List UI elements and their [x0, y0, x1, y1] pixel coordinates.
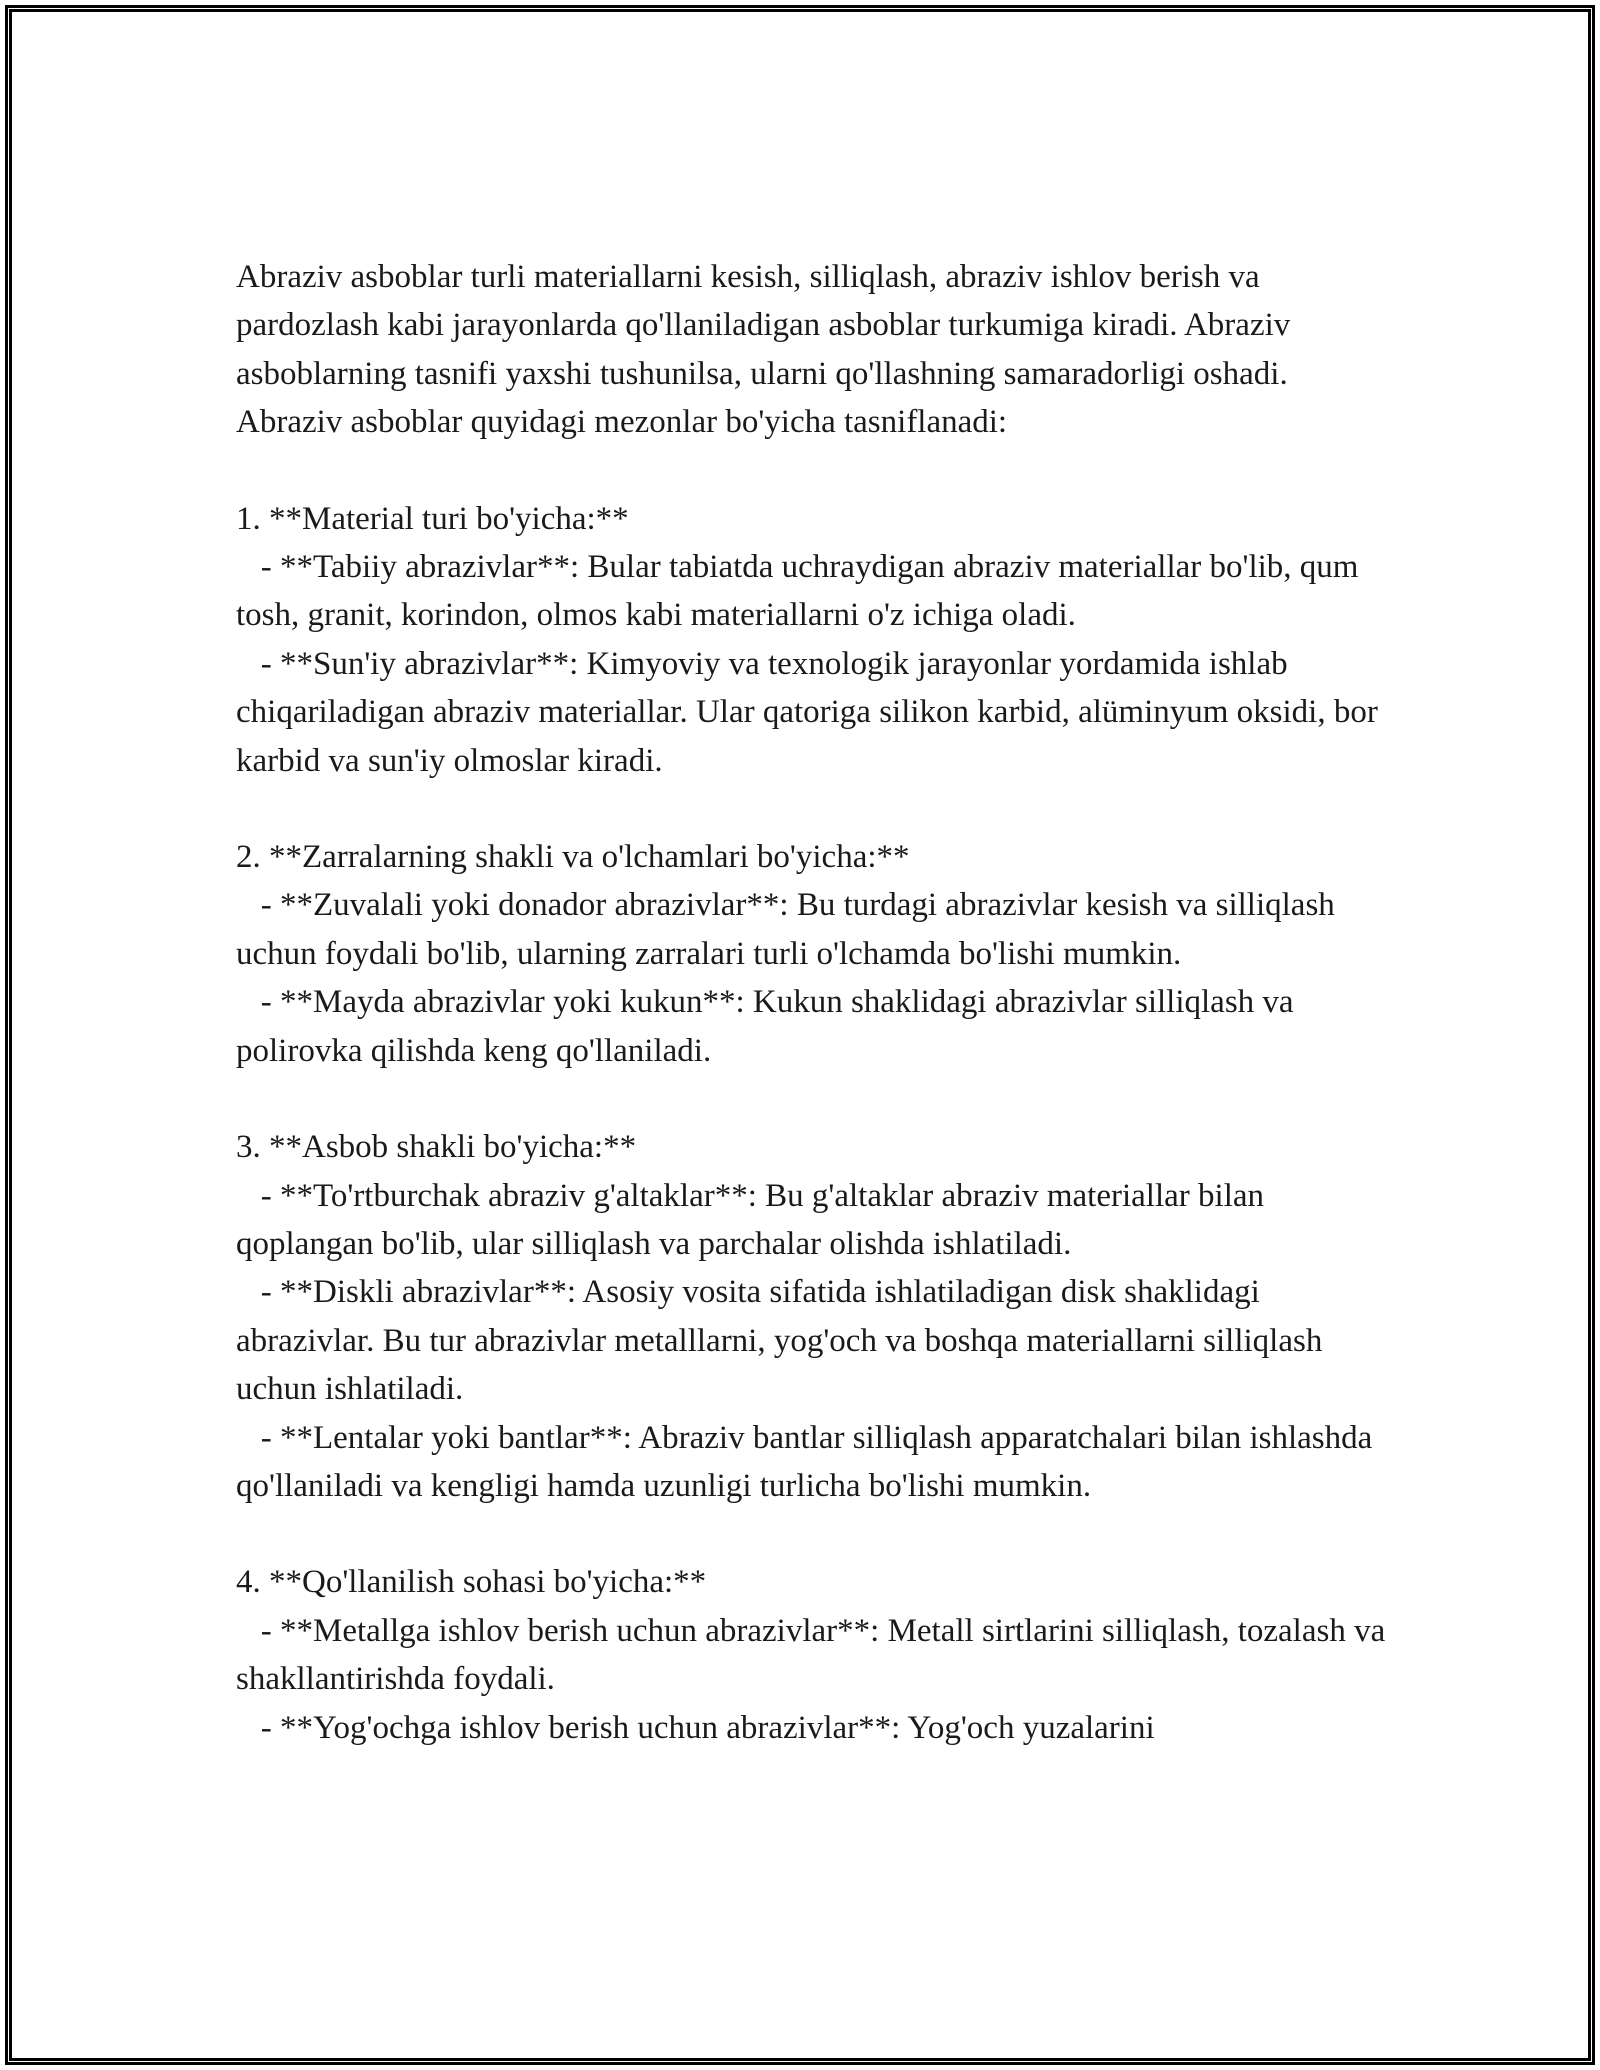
list-item: - **Mayda abrazivlar yoki kukun**: Kukun shaklidagi abrazivlar silliqlash va polirovka qilishda keng qo'llaniladi.: [236, 984, 1294, 1069]
section-heading: 4. **Qo'llanilish sohasi bo'yicha:**: [236, 1564, 707, 1601]
list-item: - **Sun'iy abrazivlar**: Kimyoviy va texnologik jarayonlar yordamida ishlab chiqariladigan abraziv materiallar. Ular qatoriga silikon karbid, alüminyum oksidi, bor karbid va sun'iy olmoslar kiradi.: [236, 645, 1378, 779]
section-heading: 3. **Asbob shakli bo'yicha:**: [236, 1129, 637, 1166]
paragraph-gap: [236, 785, 1396, 833]
section-heading: 2. **Zarralarning shakli va o'lchamlari bo'yicha:**: [236, 839, 910, 876]
paragraph-gap: [236, 1510, 1396, 1558]
list-item: - **Tabiiy abrazivlar**: Bular tabiatda uchraydigan abraziv materiallar bo'lib, qum tosh, granit, korindon, olmos kabi materiallarni o'z ichiga oladi.: [236, 549, 1359, 634]
paragraph-gap: [236, 447, 1396, 495]
list-item: - **Metallga ishlov berish uchun abrazivlar**: Metall sirtlarini silliqlash, tozalash va shakllantirishda foydali.: [236, 1612, 1386, 1698]
list-item: - **Diskli abrazivlar**: Asosiy vosita sifatida ishlatiladigan disk shaklidagi abrazivlar. Bu tur abrazivlar metalllarni, yog'och va boshqa materiallarni silliqlash uchun ishlatiladi.: [236, 1274, 1323, 1408]
list-item: - **To'rtburchak abraziv g'altaklar**: Bu g'altaklar abraziv materiallar bilan qoplangan bo'lib, ular silliqlash va parchalar olishda ishlatiladi.: [236, 1177, 1265, 1262]
list-item: - **Yog'ochga ishlov berish uchun abrazivlar**: Yog'och yuzalarini: [260, 1709, 1155, 1746]
list-item: - **Zuvalali yoki donador abrazivlar**: Bu turdagi abrazivlar kesish va silliqlash uchun foydali bo'lib, ularning zarralari turli o'lchamda bo'lishi mumkin.: [236, 887, 1335, 972]
intro-paragraph: Abraziv asboblar turli materiallarni kesish, silliqlash, abraziv ishlov berish va pardozlash kabi jarayonlarda qo'llaniladigan asboblar turkumiga kiradi. Abraziv asboblarning tasnifi yaxshi tushunilsa, ularni qo'llashning samaradorligi oshadi. Abraziv asboblar quyidagi mezonlar bo'yicha tasniflanadi:: [236, 259, 1291, 441]
list-item: - **Lentalar yoki bantlar**: Abraziv bantlar silliqlash apparatchalari bilan ishlashda qo'llaniladi va kengligi hamda uzunligi turlicha bo'lishi mumkin.: [236, 1419, 1373, 1504]
paragraph-gap: [236, 1075, 1396, 1123]
document-body: [236, 253, 1396, 1752]
section-heading: 1. **Material turi bo'yicha:**: [236, 500, 629, 537]
